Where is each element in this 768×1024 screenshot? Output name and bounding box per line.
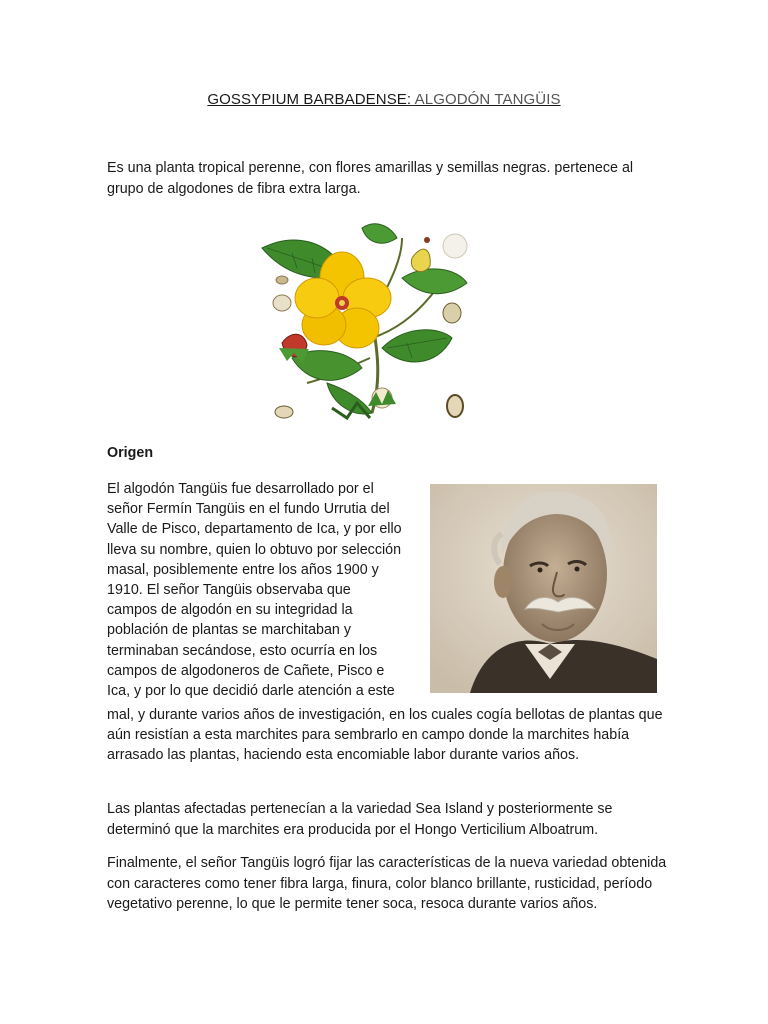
fermin-tanguis-portrait (430, 484, 657, 693)
origin-line: lleva su nombre, quien lo obtuvo por selección (107, 541, 402, 558)
intro-paragraph: Es una planta tropical perenne, con flores amarillas y semillas negras. pertenece al grupo de algodones de fibra extra larga. (107, 160, 634, 197)
origin-line: El algodón Tangüis fue desarrollado por el (107, 481, 374, 497)
origin-line: masal, posiblemente entre los años 1900 y (107, 561, 379, 578)
origin-paragraph-continuation: mal, y durante varios años de investigación, en los cuales cogía bellotas de plantas que aún resistían a esta marchites para sembrarlo en campo donde la marchites había arrasado las plantas, haciendo esta encomiable labor durante varios años. (107, 707, 663, 764)
title-sub: ALGODÓN TANGÜIS (414, 91, 561, 108)
origin-line: campos de algodón en su integridad la (107, 602, 353, 619)
origin-line: campos de algodoneros de Cañete, Pisco e (107, 662, 385, 679)
origin-paragraph-wrapped (107, 479, 425, 701)
origin-line: Valle de Pisco, departamento de Ica, y por ello (107, 521, 402, 538)
origin-line: 1910. El señor Tangüis observaba que (107, 582, 351, 599)
origin-line: señor Fermín Tangüis en el fundo Urrutia del (107, 501, 390, 518)
origin-line: población de plantas se marchitaban y (107, 622, 351, 639)
paragraph-sea-island: Las plantas afectadas pertenecían a la variedad Sea Island y posteriormente se determinó que la marchites era producida por el Hongo Verticilium Alboatrum. (107, 801, 613, 838)
section-heading-origen: Origen (107, 445, 154, 461)
paragraph-finalmente: Finalmente, el señor Tangüis logró fijar las características de la nueva variedad obtenida con caracteres como tener fibra larga, finura, color blanco brillante, rusticidad, período vegetativo perenne, lo que le permite tener soca, resoca durante varios años. (107, 855, 667, 912)
title-main: GOSSYPIUM BARBADENSE: (207, 91, 412, 108)
origin-line: Ica, y por lo que decidió darle atención a este (107, 683, 395, 700)
cotton-plant-illustration (252, 218, 472, 424)
origin-line: terminaban secándose, esto ocurría en los (107, 642, 378, 659)
document-title (0, 91, 768, 108)
